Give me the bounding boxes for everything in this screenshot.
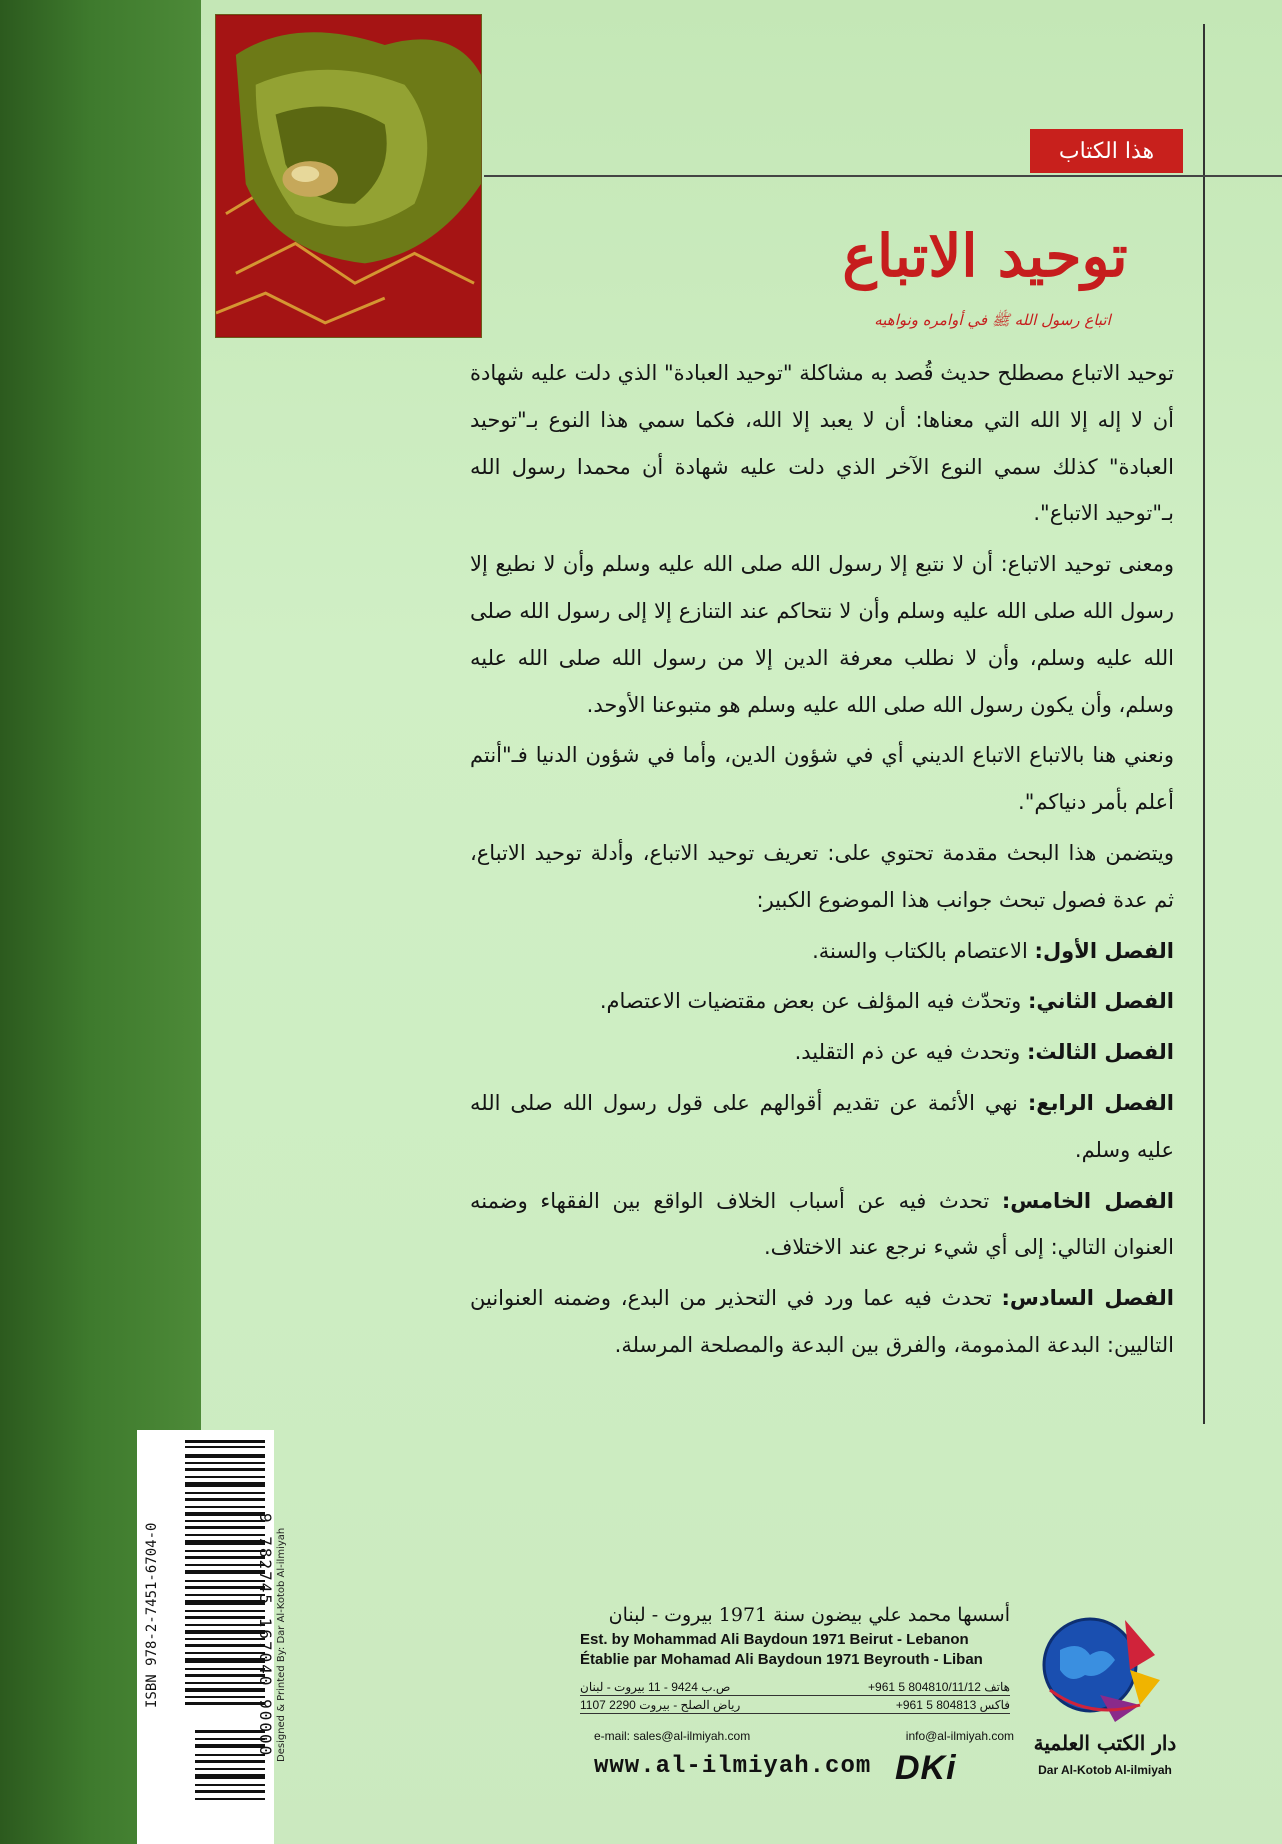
barcode-number: 9 782745 167040 xyxy=(256,1512,275,1688)
chapter-label: الفصل الثاني: xyxy=(1027,989,1174,1014)
founded-english: Est. by Mohammad Ali Baydoun 1971 Beirut - Lebanon xyxy=(580,1631,969,1648)
chapter-text: وتحدّث فيه المؤلف عن بعض مقتضيات الاعتصام. xyxy=(599,989,1028,1014)
chapter-text: تحدث فيه عما ورد في التحذير من البدع، وضمنه العنوانين التاليين: البدعة المذمومة، والفرق بين البدعة والمصلحة المرسلة. xyxy=(470,1286,1174,1357)
chapter-item xyxy=(470,1080,1174,1174)
chapter-label: الفصل الرابع: xyxy=(1027,1090,1174,1115)
designer-credit: Designed & Printed By: Dar Al-Kotob Al-ilmiyah xyxy=(276,1527,287,1763)
globe-logo-icon xyxy=(1030,1610,1180,1730)
chapter-item xyxy=(470,1029,1174,1076)
chapter-label: الفصل الأول: xyxy=(1034,938,1174,963)
chapter-text: تحدث فيه عن أسباب الخلاف الواقع بين الفقهاء وضمنه العنوان التالي: إلى أي شيء نرجع عند الاختلاف. xyxy=(470,1188,1174,1260)
barcode-icon xyxy=(185,1440,265,1820)
contact-row xyxy=(580,1696,1010,1714)
chapter-item xyxy=(470,1275,1174,1369)
horizontal-rule xyxy=(484,175,1282,177)
barcode-digits xyxy=(255,1440,275,1830)
dki-wordmark: DKi xyxy=(895,1749,957,1787)
cover-illustration xyxy=(216,15,481,337)
chapter-item xyxy=(470,978,1174,1025)
chapter-label: الفصل السادس: xyxy=(1001,1286,1174,1311)
paragraph: توحيد الاتباع مصطلح حديث قُصد به مشاكلة "توحيد العبادة" الذي دلت عليه شهادة أن لا إله إلا الله التي معناها: أن لا يعبد إلا الله، فكما سمي هذا النوع بـ"توحيد العبادة" كذلك سمي النوع الآخر الذي دلت عليه شهادة أن محمدا رسول الله بـ"توحيد الاتباع". xyxy=(470,361,1174,526)
riad-text: رياض الصلح - بيروت 2290 1107 xyxy=(580,1698,741,1712)
chapter-text: وتحدث فيه عن ذم التقليد. xyxy=(794,1040,1027,1065)
founded-french: Établie par Mohamad Ali Baydoun 1971 Beyrouth - Liban xyxy=(580,1651,983,1668)
pobox-text: ص.ب 9424 - 11 بيروت - لبنان xyxy=(580,1680,731,1694)
front-cover-thumbnail xyxy=(215,14,482,338)
publisher-logo-arabic: دار الكتب العلمية xyxy=(1033,1731,1177,1755)
paragraph: ونعني هنا بالاتباع الاتباع الديني أي في شؤون الدين، وأما في شؤون الدنيا فـ"أنتم أعلم بأمر دنياكم". xyxy=(470,743,1174,815)
sales-email-link[interactable]: e-mail: sales@al-ilmiyah.com xyxy=(594,1729,751,1743)
contact-table xyxy=(580,1678,1010,1730)
book-title: توحيد الاتباع xyxy=(842,222,1128,290)
blurb-text xyxy=(470,350,1174,1430)
chapter-text: نهي الأئمة عن تقديم أقوالهم على قول رسول الله صلى الله عليه وسلم. xyxy=(470,1090,1174,1162)
paragraph: ويتضمن هذا البحث مقدمة تحتوي على: تعريف توحيد الاتباع، وأدلة توحيد الاتباع، ثم عدة فصول تبحث جوانب هذا الموضوع الكبير: xyxy=(470,840,1174,912)
section-tag: هذا الكتاب xyxy=(1030,129,1183,173)
barcode-addon: 90000 xyxy=(256,1698,275,1758)
chapter-text: الاعتصام بالكتاب والسنة. xyxy=(812,938,1035,963)
founded-arabic: أسسها محمد علي بيضون سنة 1971 بيروت - لبنان xyxy=(608,1604,1010,1626)
paragraph: ومعنى توحيد الاتباع: أن لا نتبع إلا رسول الله صلى الله عليه وسلم وأن لا نطيع إلا رسول الله صلى الله عليه وسلم وأن لا نتحاكم عند التنازع إلا إلى رسول الله صلى الله عليه وسلم، وأن لا نطلب معرفة الدين إلا من رسول الله صلى الله عليه وسلم، وأن يكون رسول الله صلى الله عليه وسلم هو متبوعنا الأوحد. xyxy=(470,552,1174,717)
chapter-item xyxy=(470,928,1174,975)
contact-row xyxy=(580,1678,1010,1696)
publisher-logo-english: Dar Al-Kotob Al-ilmiyah xyxy=(1038,1763,1172,1777)
phone-text: +961 5 804810/11/12 هاتف xyxy=(868,1680,1010,1694)
book-subtitle: اتباع رسول الله ﷺ في أوامره ونواهيه xyxy=(874,311,1111,329)
publisher-info xyxy=(580,1600,1010,1670)
email-row xyxy=(594,1729,1014,1747)
vertical-rule xyxy=(1203,24,1205,1424)
isbn-label: ISBN 978-2-7451-6704-0 xyxy=(144,1522,160,1708)
info-email-link[interactable]: info@al-ilmiyah.com xyxy=(905,1729,1014,1743)
chapter-label: الفصل الخامس: xyxy=(1001,1188,1174,1213)
chapter-item xyxy=(470,1178,1174,1272)
chapter-label: الفصل الثالث: xyxy=(1027,1040,1174,1065)
website-link[interactable]: www.al-ilmiyah.com xyxy=(594,1753,872,1780)
fax-text: +961 5 804813 فاكس xyxy=(895,1698,1010,1712)
